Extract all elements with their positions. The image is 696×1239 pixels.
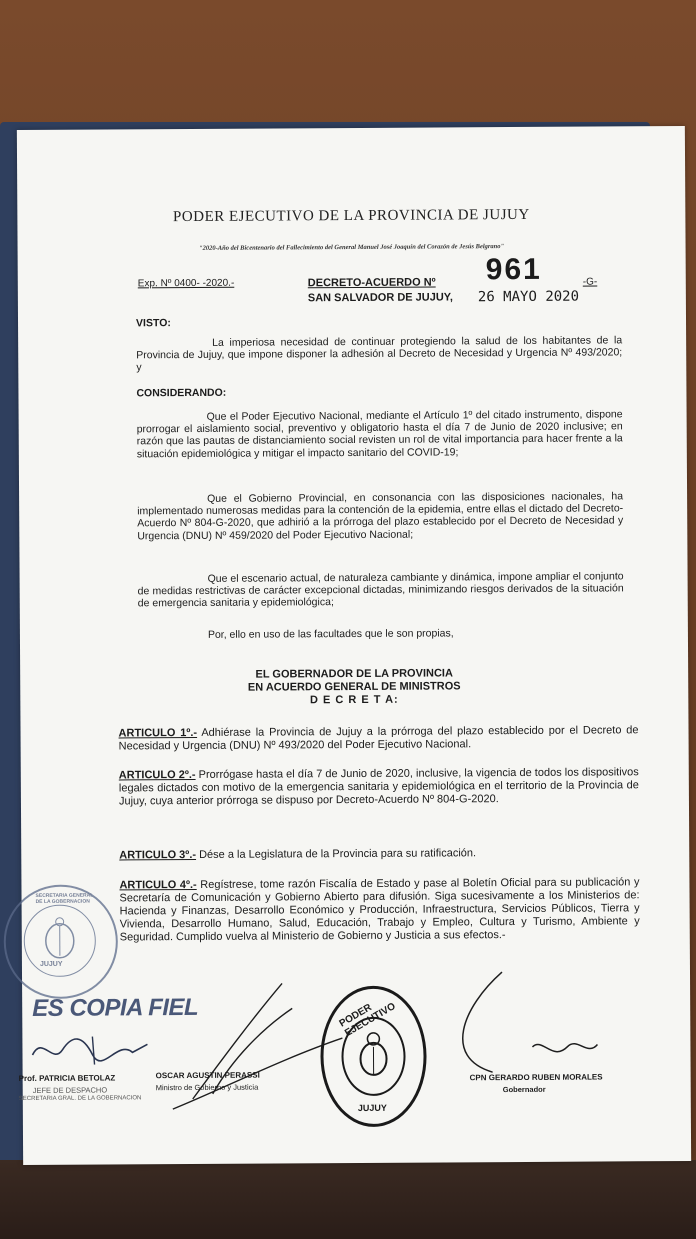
- seal-bottom-text: JUJUY: [357, 1102, 387, 1113]
- article-1: [118, 724, 638, 753]
- considerando-paragraph: Que el Poder Ejecutivo Nacional, mediante el Artículo 1º del citado instrumento, dispone prorrogar el aislamiento social, preventivo y obligatorio hasta el día 7 de Junio de 2020 inclusive; en razón que las pautas de distanciamiento social revisten un rol de vital importancia para hacer frente a la situación epidemiológica y mitigar el impacto sanitario del COVID-19;: [136, 408, 623, 460]
- governor-line: EN ACUERDO GENERAL DE MINISTROS: [247, 680, 461, 694]
- signatory-name: Prof. PATRICIA BETOLAZ: [18, 1073, 116, 1084]
- article-text: Regístrese, tome razón Fiscalía de Estado y pase al Boletín Oficial para su publicación y Secretaría de Comunicación y Gobierno Abierto para difusión. Siga sucesivamente a los Ministerios de: Hacienda y Finanzas, Desarrollo Económico y Producción, Infraestructura, Servicios Públicos, Tierra y Vivienda, Desarrollo Humano, Salud, Educación, Trabajo y Empleo, Cultura y Turismo, Ambiente y Seguridad. Cumplido vuelva al Ministerio de Gobierno y Justicia a sus efectos.-: [119, 876, 640, 944]
- article-text: Dése a la Legislatura de la Provincia para su ratificación.: [195, 847, 477, 861]
- seal-ring-text: SECRETARIA GENERAL DE LA GOBERNACION: [35, 892, 94, 905]
- signature-right-icon: [432, 966, 613, 1087]
- expediente-number: Exp. Nº 0400- -2020.-: [137, 277, 235, 290]
- article-text: Adhiérase la Provincia de Jujuy a la prórroga del plazo establecido por el Decreto de Necesidad y Urgencia (DNU) Nº 493/2020 del Poder Ejecutivo Nacional.: [118, 724, 639, 753]
- signature-left-icon: [22, 1024, 162, 1075]
- article-label: ARTICULO 4º.-: [119, 878, 197, 892]
- considerando-paragraph: Que el Gobierno Provincial, en consonancia con las disposiciones nacionales, ha implementado numerosas medidas para la contención de la epidemia, entre ellas el dictado del Decreto-Acuerdo Nº 804-G-2020, que adhirió a la prórroga del plazo establecido por el Decreto de Necesidad y Urgencia (DNU) Nº 459/2020 del Poder Ejecutivo Nacional;: [137, 490, 624, 542]
- considerando-heading: CONSIDERANDO:: [136, 386, 227, 400]
- signatory-role: JEFE DE DESPACHO: [32, 1085, 108, 1095]
- visto-heading: VISTO:: [135, 317, 171, 330]
- signatory-role: Gobernador: [502, 1084, 546, 1095]
- decreto-suffix: -G-: [582, 276, 598, 288]
- document-subtitle: "2020-Año del Bicentenario del Fallecimiento del General Manuel José Joaquín del Corazón de Jesús Belgrano": [198, 243, 505, 252]
- considerando-paragraph: Que el escenario actual, de naturaleza cambiante y dinámica, impone ampliar el conjunto de medidas restrictivas de carácter excepcional dictadas, minimizando riesgos derivados de la situación de emergencia sanitaria y epidemiológica;: [137, 570, 624, 610]
- place-label: SAN SALVADOR DE JUJUY,: [307, 291, 453, 305]
- signatory-name: CPN GERARDO RUBEN MORALES: [469, 1072, 603, 1083]
- decreto-label: DECRETO-ACUERDO Nº: [307, 276, 436, 290]
- document-title: PODER EJECUTIVO DE LA PROVINCIA DE JUJUY: [172, 206, 530, 226]
- signatory-role: SECRETARIA GRAL. DE LA GOBERNACION: [18, 1095, 142, 1103]
- date-stamp: 26 MAYO 2020: [477, 288, 580, 306]
- decreta-heading: D E C R E T A:: [309, 693, 399, 707]
- seal-top-text: PODER EJECUTIVO: [337, 1000, 398, 1040]
- coat-of-arms-icon: [343, 1019, 403, 1094]
- seal-emblem: [341, 1017, 405, 1096]
- copia-fiel-stamp: ES COPIA FIEL: [32, 993, 199, 1022]
- considerando-paragraph: Por, ello en uso de las facultades que le son propias,: [207, 627, 454, 641]
- signatory-name: OSCAR AGUSTIN PERASSI: [155, 1070, 260, 1081]
- article-2: [119, 766, 639, 808]
- article-4: [119, 876, 639, 944]
- article-text: Prorrógase hasta el día 7 de Junio de 2020, inclusive, la vigencia de todos los dispositivos legales dictados con motivo de la emergencia sanitaria y epidemiológica en el territorio de la Provincia de Jujuy, cuya anterior prórroga se dispuso por Decreto-Acuerdo Nº 804-G-2020.: [118, 766, 639, 808]
- visto-text: La imperiosa necesidad de continuar protegiendo la salud de los habitantes de la Provincia de Jujuy, que impone disponer la adhesión al Decreto de Necesidad y Urgencia Nº 493/2020; y: [136, 334, 623, 374]
- decree-document: [17, 126, 691, 1165]
- decreto-number: 961: [485, 252, 542, 287]
- article-label: ARTICULO 3º.-: [119, 848, 197, 862]
- article-3: [119, 846, 639, 862]
- article-label: ARTICULO 2º.-: [118, 768, 196, 782]
- floor-background: [0, 1160, 696, 1239]
- signatory-role: Ministro de Gobierno y Justicia: [155, 1082, 259, 1093]
- article-label: ARTICULO 1º.-: [118, 726, 198, 740]
- governor-line: EL GOBERNADOR DE LA PROVINCIA: [255, 667, 453, 681]
- poder-ejecutivo-seal: [320, 986, 427, 1128]
- seal-city: JUJUY: [39, 960, 63, 968]
- secretaria-seal: [3, 884, 118, 999]
